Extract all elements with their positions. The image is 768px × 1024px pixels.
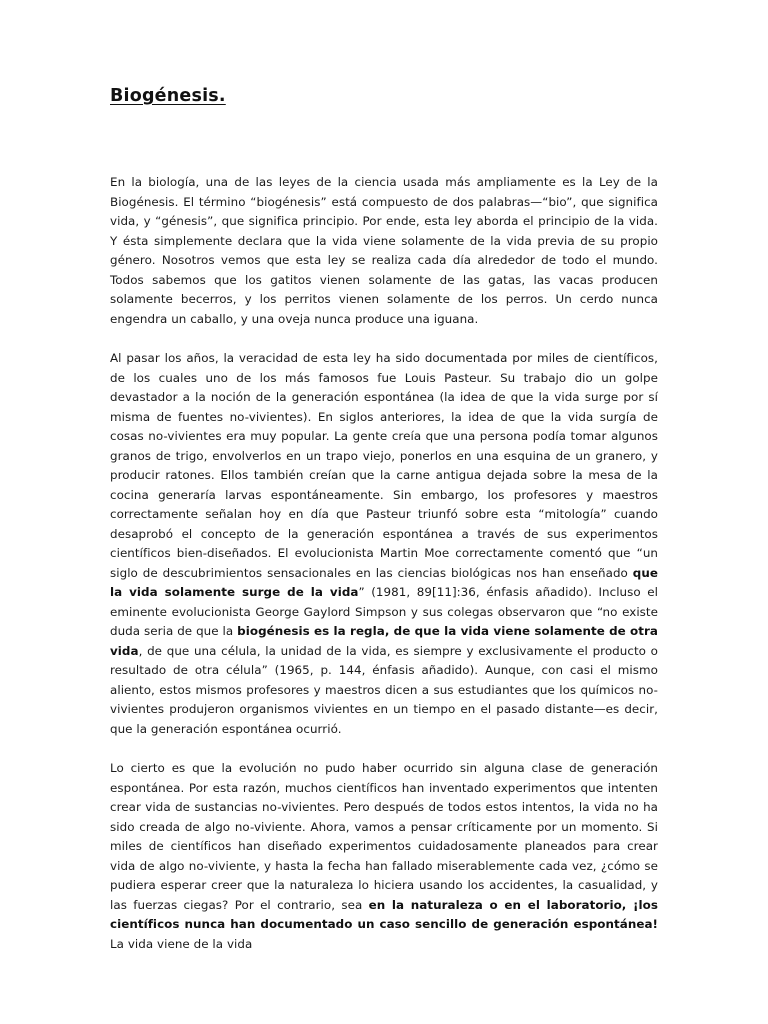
paragraph-text: Al pasar los años, la veracidad de esta ley ha sido documentada por miles de científicos, de los cuales uno de los más famosos fue Louis Pasteur. Su trabajo dio un golpe devastador a la noción de la generación espontánea (la idea de que la vida surge por sí misma de fuentes no-vivientes). En siglos anteriores, la idea de que la vida surgía de cosas no-vivientes era muy popular. La gente creía que una persona podía tomar algunos granos de trigo, envolverlos en un trapo viejo, ponerlos en una esquina de un granero, y producir ratones. Ellos también creían que la carne antigua dejada sobre la mesa de la cocina generaría larvas espontáneamente. Sin embargo, los profesores y maestros correctamente señalan hoy en día que Pasteur triunfó sobre esta “mitología” cuando desaprobó el concepto de la generación espontánea a través de sus experimentos científicos bien-diseñados. El evolucionista Martin Moe correctamente comentó que “un siglo de descubrimientos sensacionales en las ciencias biológicas nos han enseñado	[110, 351, 658, 580]
emphasized-text: biogénesis es la regla, de que la vida viene solamente de otra vida	[110, 624, 658, 658]
document-body	[110, 173, 658, 974]
paragraph-text: En la biología, una de las leyes de la ciencia usada más ampliamente es la Ley de la Biogénesis. El término “biogénesis” está compuesto de dos palabras—“bio”, que significa vida, y “génesis”, que significa principio. Por ende, esta ley aborda el principio de la vida. Y ésta simplemente declara que la vida viene solamente de la vida previa de su propio género. Nosotros vemos que esta ley se realiza cada día alrededor de todo el mundo. Todos sabemos que los gatitos vienen solamente de las gatas, las vacas producen solamente becerros, y los perritos vienen solamente de los perros. Un cerdo nunca engendra un caballo, y una oveja nunca produce una iguana.	[110, 175, 658, 326]
emphasized-text: que la vida solamente surge de la vida	[110, 565, 658, 599]
paragraph-text: Lo cierto es que la evolución no pudo haber ocurrido sin alguna clase de generación espontánea. Por esta razón, muchos científicos han inventado experimentos que intenten crear vida de sustancias no-vivientes. Pero después de todos estos intentos, la vida no ha sido creada de algo no-viviente. Ahora, vamos a pensar críticamente por un momento. Si miles de científicos han diseñado experimentos cuidadosamente planeados para crear vida de algo no-viviente, y hasta la fecha han fallado miserablemente cada vez, ¿cómo se pudiera esperar creer que la naturaleza lo hiciera usando los accidentes, la casualidad, y las fuerzas ciegas? Por el contrario, sea	[110, 761, 658, 912]
paragraph	[110, 349, 658, 739]
paragraph-text: , de que una célula, la unidad de la vida, es siempre y exclusivamente el producto o resultado de otra célula” (1965, p. 144, énfasis añadido). Aunque, con casi el mismo aliento, estos mismos profesores y maestros dicen a sus estudiantes que los químicos no-vivientes produjeron organismos vivientes en un tiempo en el pasado distante—es decir, que la generación espontánea ocurrió.	[110, 643, 658, 736]
emphasized-text: en la naturaleza o en el laboratorio, ¡los científicos nunca han documentado un caso sencillo de generación espontánea!	[110, 897, 658, 931]
document-page	[110, 0, 658, 1024]
document-title: Biogénesis.	[110, 86, 226, 106]
paragraph-text: ” (1981, 89[11]:36, énfasis añadido). Incluso el eminente evolucionista George Gaylord Simpson y sus colegas observaron que “no existe duda seria de que la	[110, 585, 658, 638]
paragraph	[110, 759, 658, 954]
paragraph-text: La vida viene de la vida	[110, 936, 253, 951]
paragraph	[110, 173, 658, 329]
